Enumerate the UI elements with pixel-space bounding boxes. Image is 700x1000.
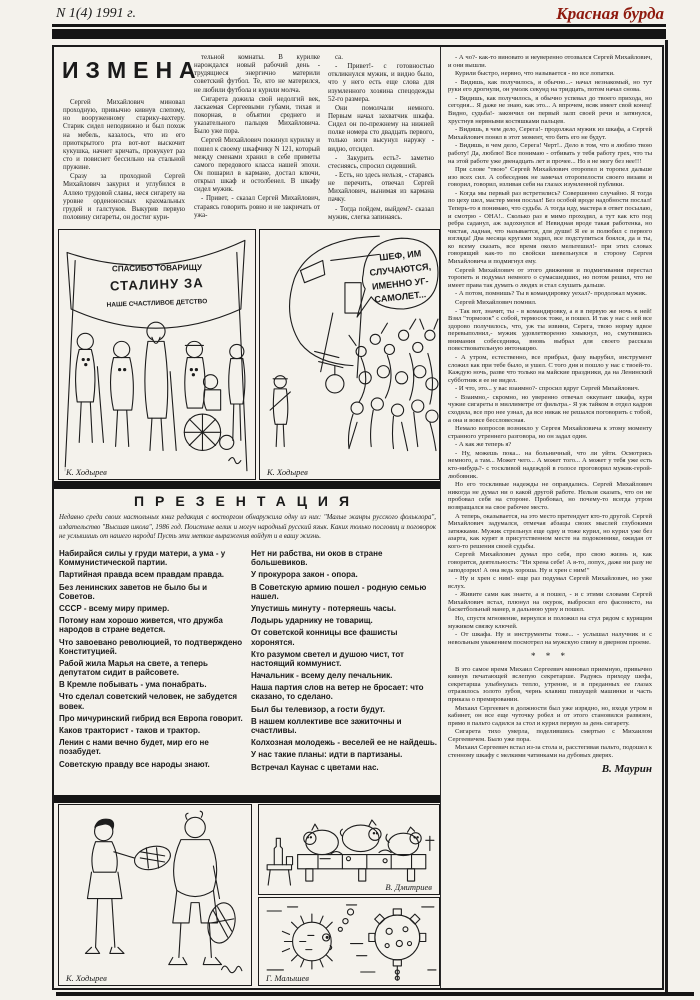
story-paragraph: Сергей Михайлович думал про себя, про свою жизнь и, как говорится, деятельность: "Ни хрена себе! А я-то, лопух, даже ни разу не заподозрил! А она ведь хороша. Ну и хрен с ним!" [448, 551, 652, 574]
speech-bubble [357, 238, 438, 317]
tennis-man [169, 811, 239, 964]
story-paragraph: Сразу за проходной Сергей Михайлович закурил и углубился в Аллею трудовой славы, неся сигарету на уровне орденоносных крахмальных грудей и галстуков. Выкурив первую половину сигареты, он достиг кури- [63, 173, 185, 221]
aphorism: Набирайся силы у груди матери, а ума - у Коммунистической партии. [59, 549, 226, 568]
pigs-drawing [259, 805, 439, 894]
section-rule [54, 795, 440, 803]
aphorisms-right-column [251, 549, 437, 792]
story-paragraph: Михаил Сергеевич встал из-за стола и, расстегивая пальто, подошел к стенному шкафу с мелкими чатинками на дубовых дверях. [448, 744, 652, 760]
cartoon-stalin-banner [58, 229, 256, 480]
aphorism: Колхозная молодежь - веселей ее не найдешь. [251, 738, 437, 748]
story-paragraph: - От шкафа. Ну и инструменты тоже... - услышал налучник и с невольным уважением посмотрел на мужскую спину в дверном проеме. [448, 631, 652, 646]
aphorism: Ленин с нами вечно будет, мир его не позабудет. [59, 738, 209, 757]
tennis-woman [85, 819, 172, 953]
banquet-table [298, 855, 426, 881]
cartoon-tennis [58, 804, 252, 986]
story-paragraph: са. [335, 54, 343, 61]
story-paragraph: Сергей Михайлович покинул курилку и пошел к своему шкафчику N 121, который между сменами хранил в себе приметы самого передового класса нашей эпохи. Он пошарил в кармане, достал ключи, открыл шкаф и остолбенел. В шкафу сидел мужик. [194, 137, 320, 194]
aphorism: Встречал Каунас с цветами нас. [251, 762, 379, 772]
aphorism: Что сделал советский человек, не забудется вовек. [59, 692, 238, 711]
story-paragraph: - Ну и хрен с ним!- еще раз подумал Сергей Михайлович, но уже вслух. [448, 575, 652, 590]
aphorism: Нет ни рабства, ни оков в стране большевиков. [251, 549, 383, 568]
story-paragraph: Михаил Сергеевич в должности был уже изрядно, но, входя утром в кабинет, он все еще чуточку робел и от этого становился развязен, прямо в пальто садился за стол и курил первую за день сигарету. [448, 704, 652, 727]
story-paragraph: - Когда мы первый раз встретились? Совершенно случайно. Я тогда по цеху шел, мастер меня послал! Без особой вроде надобности послал! Теперь-то я понимаю, что судьба. А тогда иду, мастера в ответ посылаю, и смотрю - ОНА!.. Сколько раз я мимо проходил, а тут как кто под ребра саданул, аж задохнулся я! Невидная вроде такая работенка, но чистая, ладная, что называется, для души! Я ее и полюбил с первого взгляда! Два месяца кругами ходил, все подступиться боялся, да и ты, ко всему сказать, все время около мельтешил!- при этих словах говорящий как-то по свойски шевельнулся в сторону Сергея Михайловича и подмигнул ему. [448, 189, 652, 266]
story-paragraph: Сергей Михайлович миновал проходную, привычно кивнув слепому, но вооруженному старику-вахтеру. Старик сидел неподвижно и был похож на мебель, казалось, что из его приоткрытого рта вот-вот выскочит кукушка, начнет кричать, прокукует раз сто и повиснет бессильно на стальной пружине. [63, 99, 185, 172]
aphorism: Наша партия слов на ветер не бросает: что сказано, то сделано. [251, 683, 424, 702]
aphorism: Советскую правду все народы знают. [59, 759, 210, 769]
aphorisms-left-column [59, 549, 243, 792]
svg-text:САМОЛЕТ...: САМОЛЕТ... [373, 289, 427, 305]
story-paragraph: Курили быстро, нервно, что называется - во все лопатки. [455, 70, 615, 78]
story-paragraph: В это самое время Михаил Сергеевич миновал приемную, привычно кивнув печатающей вслепую секретарше. Радуясь приходу шефа, секретарша улыбнулась тепло, утренне, и в преданных ее глазах отразилось золото зубов, чернь клавиш пишущей машинки и часть приказа о премировании. [448, 665, 652, 704]
story-paragraph: - Так вот, значит, ты - в командировку, а я в первую же ночь к ней! Взял "тормозок" с собой, термосок тоже, и пошел. И так у нас с ней все здорово получилось, что, уж ты извини, Серега, твою норму вдвое перевыполнил,- мужик удовлетворенно хмыкнул, но, смутившись внимания собеседника, вновь выбрал для своего рассказа повествовательную интонацию. [448, 307, 652, 353]
artist-monogram [229, 458, 241, 464]
aphorism: Лодырь ударнику не товарищ. [251, 616, 373, 626]
svg-text:СПАСИБО ТОВАРИЩУ: СПАСИБО ТОВАРИЩУ [111, 262, 203, 274]
aphorism: Каков тракторист - таков и трактор. [59, 726, 201, 735]
story-paragraph: При слове "твою" Сергей Михайлович оторопел и торопел дальше изо всех сил. А собеседник не замечал оторопелости своего визави и говорил, говорил, изливая себя на глазах изумленной публики. [448, 166, 652, 189]
right-column-paragraphs [448, 54, 652, 646]
story-paragraph: Немало вопросов возникло у Сергея Михайловича к этому моменту странного утреннего разговора, но он задал один. [448, 425, 652, 440]
stalin-banner-drawing [59, 230, 255, 479]
story-paragraph: - Видишь, в чем дело, Серега! Черт!.. Дело в том, что я люблю твою работу! Да, люблю! Все понимаю - отбивать у тебя работу грех, что ты на этой работе уже двенадцать лет и прочее... Но я не могу без нее!!! [448, 142, 652, 165]
story-paragraph: Они помолчали немного. Первым начал захватчик шкафа. Сидел он по-прежнему на нижней полке номера сто двадцать первого, только ноги высунул наружу - видно, отсидел. [328, 104, 434, 153]
aphorism: В нашем коллективе все зажиточны и счастливы. [251, 716, 402, 735]
story-paragraph: Сигарета дожила свой недолгий век, ласкаемая Сергеевыми губами, тихая и покорная, в объятии среднего и указательного пальцев Михайловича. Было уже пора. [194, 95, 320, 136]
aphorism: СССР - всему миру пример. [59, 603, 170, 613]
story-paragraph: - Видишь, в чем дело, Серега!- продолжал мужик из шкафа, а Сергей Михайлович понял в этот момент, что бить его не будут. [448, 126, 652, 141]
newspaper-title: Красная бурда [556, 4, 664, 23]
storming-crowd [348, 319, 438, 450]
aphorism: Упустишь минуту - потеряешь часы. [251, 603, 396, 613]
aphorism: Рабой жила Марья на свете, а теперь депутатом сидит в райсовете. [59, 658, 208, 678]
page-frame [52, 45, 664, 990]
aphorism: У нас такие планы: идти в партизаны. [251, 750, 403, 760]
aphorism: Потому нам хорошо живется, что дружба народов в стране ведется. [59, 616, 223, 635]
svg-text:СТАЛИНУ ЗА: СТАЛИНУ ЗА [109, 275, 204, 294]
masthead-rule [52, 27, 666, 39]
story-paragraph: Но, спустя мгновение, вернулся и положил на стул рядом с курящим мужиком связку ключей. [448, 615, 652, 630]
story-right-column [448, 54, 652, 980]
aphorism: Начальник - всему делу печальник. [251, 671, 393, 681]
aphorism: От советской конницы все фашисты хоронятся. [251, 628, 398, 647]
veterans-crowd [76, 322, 245, 450]
cartoon-caption: Г. Малышев [266, 973, 309, 983]
aphorism: В Советскую армию пошел - родную семью нашел. [251, 582, 427, 601]
scan-edge-right [665, 40, 668, 992]
story-paragraph: - Есть, но здесь нельзя, - стараясь не перечить, отвечал Сергей Михайлович, вынимая из кармана пачку. [328, 171, 434, 204]
story-paragraph: - Привет, - сказал Сергей Михайлович, стараясь говорить ровно и не закричать от ужа- [194, 195, 320, 219]
cartoon-airplane [259, 229, 440, 480]
column-divider [440, 47, 441, 988]
svg-text:ШЕФ, ИМ: ШЕФ, ИМ [378, 248, 422, 263]
story-paragraph: - Закурить есть?- заметно стесняясь, спросил сидевший. [328, 154, 434, 170]
pufferfish [282, 909, 353, 969]
story-paragraph: - Видишь, как получилось, я обычно успевал до твоего прихода, но сегодня... Я даже не знаю, как это... А впрочем, всяк имеет свой конец! Видно, судьба!- закончил он первый залп своей речи и затянулся, хрустнув нервными костяшками пальцев. [448, 94, 652, 125]
cartoon-caption: В. Дмитриев [385, 882, 432, 892]
sea-mine [369, 909, 426, 980]
story-paragraph: - Тогда пойдем, выйдем?- сказал мужик, слегка запинаясь. [328, 205, 434, 221]
cartoon-caption: К. Ходырев [66, 973, 107, 983]
aphorism: Про мичуринский гибрид вся Европа говорит. [59, 713, 243, 723]
story-paragraph: - А чо?- как-то виновато и неуверенно отозвался Сергей Михайлович, и они вышли. [448, 54, 652, 69]
tennis-drawing [59, 805, 251, 985]
story-paragraph: - Ну, можешь пока... на больничный, что ли уйти. Осмотрись немного, а там... Может чего... А может того... А может у тебя уже есть кто-нибудь?- с тоскливой надеждой в голосе проговорил мужик-герой-любовник. [448, 449, 652, 480]
section-separator: * * * [531, 651, 569, 662]
aphorism: В Кремле побывать - ума понабрать. [59, 680, 207, 690]
svg-text:НАШЕ СЧАСТЛИВОЕ ДЕТСТВО: НАШЕ СЧАСТЛИВОЕ ДЕТСТВО [106, 298, 208, 309]
stool-with-bottle [267, 838, 292, 885]
story-paragraph: А теперь, оказывается, на это место претендует кто-то другой. Сергей Михайлович задумался, отмечая абзацы своих мыслей глубокими затяжками. Мужик стрельнул еще одну и тоже курил, но курил уже без азарта, как курят в присутственном месте на подоконнике, ожидая от кого-то решения своей судьбы. [448, 512, 652, 550]
svg-text:ИМЕННО УГ-: ИМЕННО УГ- [371, 275, 430, 292]
aphorism: Был бы телевизор, а гости будут. [251, 704, 385, 714]
story-paragraph: - А потом, помнишь? Ты в командировку уехал?- продолжал мужик. [455, 290, 647, 298]
story-paragraph: - И что, это... у вас взаимно?- спросил вдруг Сергей Михайлович. [455, 385, 640, 393]
scan-edge-bottom [56, 992, 694, 996]
story-paragraph: - Привет!- с готовностью откликнулся мужик, и видно было, что у него есть еще слова для изумленного хозяина спецодежды 52-го размера. [328, 63, 434, 103]
story-paragraph: Но его тоскливые надежды не оправдались. Сергей Михайлович никогда не думал ни о какой другой работе. Нельзя сказать, что он не пробовал себя на стороне. Пробовал, но почему-то всегда утром возвращался на свое рабочее место. [448, 481, 652, 511]
aphorism: Что завоевано революцией, то подтверждено Конституцией. [59, 637, 243, 656]
guard-figure [270, 376, 290, 447]
story-paragraph: тельной комнаты. В курилке нарождался новый рабочий день - трудящиеся энергично материли советский футбол. Те, кто не матерился, не любили футбола и курили молча. [194, 54, 320, 94]
cartoon-sea-mine [258, 897, 440, 986]
artist-monogram [222, 966, 242, 973]
aphorism: Кто разумом светел и душою чист, тот настоящий коммунист. [251, 649, 404, 668]
banner-text [106, 263, 207, 309]
story-paragraph: Сигарета тихо умерла, поделившись смертью с Михаилом Сергеевичем. Было уже пора. [448, 728, 652, 743]
cartoon-pigs [258, 804, 440, 895]
aphorism: Без ленинских заветов не было бы и Советов. [59, 582, 208, 601]
author-signature: В. Маурин [601, 762, 652, 775]
story-paragraph: - Взаимно,- скромно, но уверенно отвечал оккупант шкафа, куря чужие сигареты в миллиметре от фильтра.- Я уж тайком в отдел кадров сходила, все про нее узнал, да все никак не решался поговорить с тобой, а она и вовсе бессловесная. [448, 393, 652, 424]
cartoon-caption: К. Ходырев [267, 467, 308, 477]
presentation-intro: Недавно среди своих настольных книг редакция с восторгом обнаружила одну из них: "Малые жанры русского фольклора", издательство "Высшая школа", 1986 год. Поистине велик и могуч народный русский язык. Каких только пословиц и поговорок не услышишь от нашего народа! Пусть эти меткие выражения войдут и в вашу жизнь. [59, 514, 436, 541]
story-paragraph: - А как же теперь я? [455, 441, 512, 449]
epilogue-paragraphs [448, 666, 652, 760]
story-title: ИЗМЕНА [62, 57, 203, 83]
story-paragraph: - Видишь, как получилось, я обычно...- начал незнакомый, но тут руки его дрогнули, он умолк секунд на тридцать, потом начал снова. [448, 78, 652, 94]
story-paragraph: Сергей Михайлович от этого движения и подмигивания перестал торопеть и подумал немного о сумасшедших, но потом решил, что не имеет права так думать о людях и стал слушать дальше. [448, 266, 652, 289]
aphorism: У прокурора закон - опора. [251, 570, 358, 580]
cartoon-caption: К. Ходырев [66, 467, 107, 477]
issue-number: N 1(4) 1991 г. [56, 6, 136, 21]
section-rule [54, 481, 440, 489]
aphorism: Партийная правда всем правдам правда. [59, 570, 224, 580]
airplane-drawing [260, 230, 439, 479]
story-paragraph: - А утром, естественно, все прибрал, фазу вырубил, инструмент сложил как при тебе было, и ушел. С того дня и пошло у нас с твоей-то. Каждую ночь, разве что только на майские праздники, да на Ленинский субботник я ее не видел. [448, 353, 652, 384]
presentation-title: ПРЕЗЕНТАЦИЯ [133, 493, 361, 509]
story-paragraph: Сергей Михайлович помнил. [455, 298, 537, 306]
story-paragraph: - Живите сами как знаете, а я пошел, - и с этими словами Сергей Михайлович встал, плюнул на окурок, выбросил его фасонисто, на баскетбольный манер, в дальнюю урну и пошел. [448, 591, 652, 614]
sea-drawing [259, 898, 439, 985]
svg-text:СЛУЧАЮТСЯ,: СЛУЧАЮТСЯ, [369, 261, 432, 278]
